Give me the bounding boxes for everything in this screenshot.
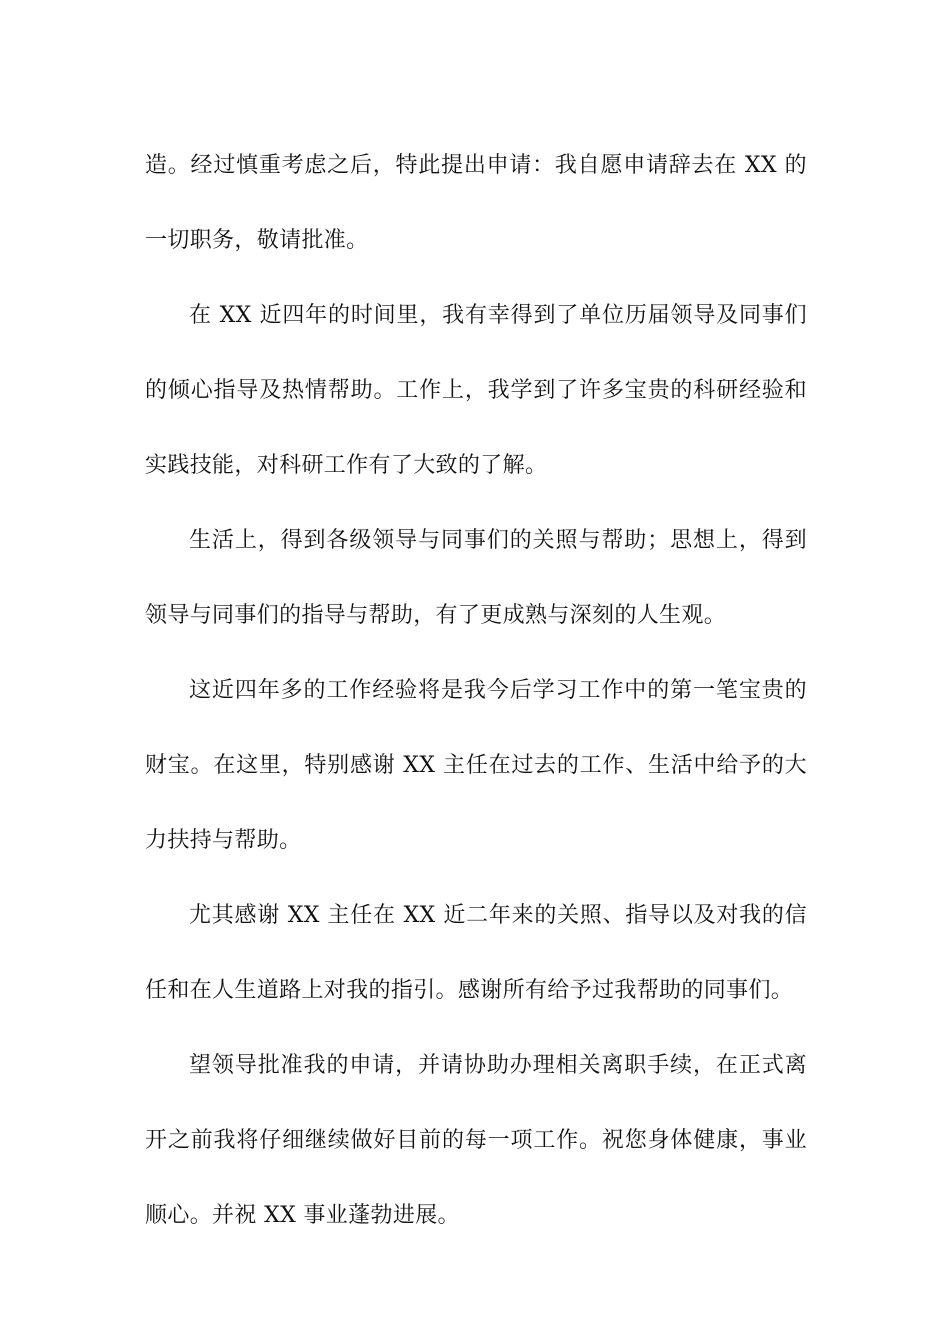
paragraph: 在 XX 近四年的时间里，我有幸得到了单位历届领导及同事们的倾心指导及热情帮助。工作上，我学到了许多宝贵的科研经验和实践技能，对科研工作有了大致的了解。 (145, 303, 807, 478)
paragraph: 生活上，得到各级领导与同事们的关照与帮助；思想上，得到领导与同事们的指导与帮助，有了更成熟与深刻的人生观。 (145, 528, 807, 628)
paragraph: 望领导批准我的申请，并请协助办理相关离职手续，在正式离开之前我将仔细继续做好目前的每一项工作。祝您身体健康，事业顺心。并祝 XX 事业蓬勃进展。 (145, 1053, 807, 1228)
paragraph: 这近四年多的工作经验将是我今后学习工作中的第一笔宝贵的财宝。在这里，特别感谢 XX 主任在过去的工作、生活中给予的大力扶持与帮助。 (145, 678, 807, 853)
paragraph: 尤其感谢 XX 主任在 XX 近二年来的关照、指导以及对我的信任和在人生道路上对我的指引。感谢所有给予过我帮助的同事们。 (145, 903, 807, 1003)
document-body (145, 128, 807, 1253)
paragraph-continuation: 造。经过慎重考虑之后，特此提出申请：我自愿申请辞去在 XX 的一切职务，敬请批准。 (145, 153, 807, 253)
